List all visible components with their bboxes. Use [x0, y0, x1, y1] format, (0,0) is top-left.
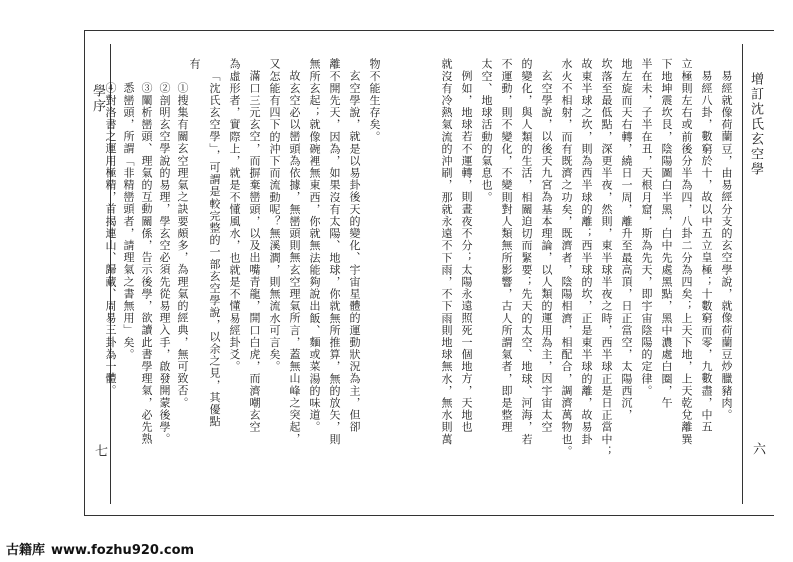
left-page-number: 七: [92, 444, 107, 457]
right-page-number: 六: [750, 442, 765, 455]
right-page-column: 半在未，子半在丑，天根月窟，斯為先天，即宇宙陰陽的定律。: [640, 58, 653, 397]
left-page-column: 有: [188, 58, 201, 71]
left-page-header: 學序: [90, 84, 105, 114]
right-page-column: 立極則左右或前後分半為四，八卦二分為四矣；上天下地，上天乾兌離巽: [680, 58, 693, 446]
left-page-column: ②剖明玄空學說的易理，學玄空必須先從易理入手，啟發開蒙後學。: [158, 82, 171, 445]
left-page-column: ①搜集有關玄空理氣之訣要頗多，為理氣的經典，無可致否。: [176, 82, 189, 409]
top-rule: [84, 30, 774, 31]
right-page-margin-rule: [742, 44, 743, 504]
left-outer-rule: [84, 30, 85, 516]
left-page-column: ③闡析巒頭、理氣的互動關係，告示後學，欲讀此書學理氣，必先熟: [140, 82, 153, 445]
right-page-column: 例如，地球若不運轉，則晝夜不分；太陽永遠照死一個地方，天地也: [460, 70, 473, 433]
site-watermark: [6, 539, 194, 558]
left-page-column: 又怎能有四下的沖下而流動呢？無溪澗，則無流水可言矣。: [268, 58, 281, 373]
right-page-column: 就沒有冷熱氣流的沖刷，那就永遠不下雨，不下雨則地球無水，無水則萬: [440, 58, 453, 446]
left-page-column: 離不開先天，因為，如果沒有太陽、地球，你就無所推算，無的放矢，則: [328, 58, 341, 446]
left-page-column: ④對洛書之運用極精，首揭連山、歸藏、周易三卦為一體。: [104, 82, 117, 397]
bottom-rule: [84, 515, 774, 516]
right-page-header: 增訂沈氏玄空學: [748, 72, 763, 177]
right-page-column: 易經就像荷蘭豆，由易經分支的玄空學說，就像荷蘭豆炒臘豬肉。: [720, 70, 733, 421]
right-page-column: 地左旋而天右轉，繞日一周，離升至最高頂，日正當空，太陽西沉，: [620, 58, 633, 421]
right-page-column: 太空、地球活動的氣息也。: [480, 58, 493, 204]
right-page-column: 易經八卦，數窮於十，故以中五立皇極；十數窮而零，九數盡，中五: [700, 70, 713, 433]
right-page-column: 坎落至最低點，深更半夜，然則，東半球半夜之時，西半球正是日正當中；: [600, 58, 613, 458]
left-page-column: 無所玄起；就像碗裡無東西，你就無法能夠說出飯、麵或菜湯的味道。: [308, 58, 321, 434]
right-page-column: 不運動，則不變化，不變則對人類無所影響，古人所謂氣者，即是整理: [500, 58, 513, 434]
left-page-column: 「沈氏玄空學」，可謂是較完整的一部玄空學說，以余之見，其優點: [208, 70, 221, 428]
right-page-column: 水火不相射，而有既濟之功矣，既濟者，陰陽相濟，相配合，調濟萬物也。: [560, 58, 573, 458]
left-page-column: 故玄空必以巒頭為依據，無巒頭則無玄空理氣所言，蓋無山峰之突起，: [288, 70, 301, 446]
left-page-column: 物不能生存矣。: [368, 58, 381, 143]
right-page-column: 故東半球之坎，則為西半球的離；西半球的坎，正是東半球的離，故易卦: [580, 58, 593, 446]
right-page-column: 的變化，與人類的生活，相關迫切而緊要；先天的太空、地球、河海，若: [520, 58, 533, 446]
right-page-column: 玄空學說，以後天九宮為基本理論，以人類的運用為主，因宇宙太空: [540, 70, 553, 433]
left-page-column: 悉巒頭，所謂「非精巒頭者，請理氣之書無用」矣。: [122, 82, 135, 361]
right-page-column: 下地坤震坎艮，陰陽圖白半黑，白中先處黑點，黑中濃處白圈，午: [660, 58, 673, 409]
watermark-url: www.fozhu920.com: [51, 543, 195, 558]
left-page-column: 為虛形者，實際上，就是不懂風水，也就是不懂易經卦爻。: [228, 58, 241, 373]
watermark-site-name: 古籍库: [6, 543, 46, 558]
left-page-column: 滿口三元玄空，而摒棄巒頭，以及出嘴青龍，開口白虎，而濟嘲玄空: [248, 70, 261, 433]
left-page-column: 玄空學說，就是以易卦後天的變化、宇宙星體的運動狀況為主，但卻: [348, 70, 361, 433]
